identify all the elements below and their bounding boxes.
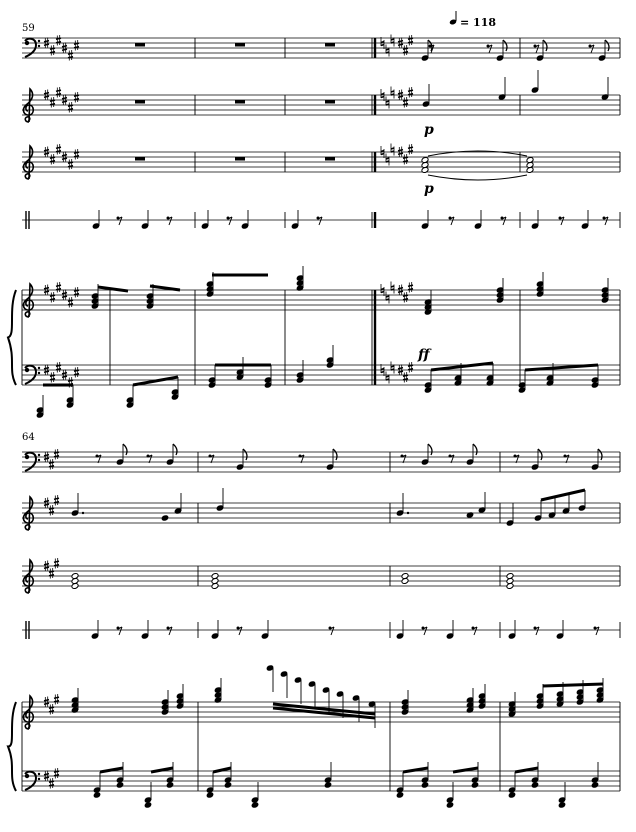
natural-icon <box>386 52 389 53</box>
bass-clef-dot <box>38 459 40 461</box>
natural-icon <box>386 296 389 297</box>
natural-icon <box>386 376 389 377</box>
natural-icon <box>391 148 394 149</box>
bass-clef-dot <box>25 774 29 778</box>
natural-icon <box>391 94 394 95</box>
measure-rest-icon <box>135 157 145 161</box>
natural-icon <box>386 379 389 380</box>
bass-clef-dot <box>25 41 29 45</box>
tempo-text: = 118 <box>460 16 497 29</box>
beam <box>543 684 603 686</box>
dynamic-marking: p <box>424 122 434 138</box>
bass-clef-dot <box>38 773 40 775</box>
bass-clef-dot <box>38 778 40 780</box>
measure-rest-icon <box>235 43 245 47</box>
natural-icon <box>381 97 384 98</box>
measure-rest-icon <box>325 157 335 161</box>
natural-icon <box>381 369 384 370</box>
dynamic-marking: ff <box>418 347 430 363</box>
bass-clef-dot <box>38 40 40 42</box>
bass-clef-dot <box>38 367 40 369</box>
natural-icon <box>381 42 384 43</box>
natural-icon <box>381 45 384 46</box>
bass-clef-dot <box>25 455 29 459</box>
bass-clef-dot <box>38 372 40 374</box>
natural-icon <box>391 366 394 367</box>
measure-rest-icon <box>135 100 145 104</box>
natural-icon <box>391 369 394 370</box>
natural-icon <box>391 286 394 287</box>
note-dot <box>82 512 84 514</box>
natural-icon <box>391 42 394 43</box>
natural-icon <box>391 151 394 152</box>
natural-icon <box>381 289 384 290</box>
natural-icon <box>391 91 394 92</box>
bass-clef-dot <box>25 368 29 372</box>
natural-icon <box>386 49 389 50</box>
natural-icon <box>386 104 389 105</box>
bass-clef-dot <box>38 454 40 456</box>
measure-rest-icon <box>235 100 245 104</box>
measure-number: 59 <box>22 23 35 34</box>
note-dot <box>407 512 409 514</box>
measure-number: 64 <box>22 432 35 443</box>
natural-icon <box>386 161 389 162</box>
natural-icon <box>381 154 384 155</box>
natural-icon <box>386 158 389 159</box>
natural-icon <box>391 39 394 40</box>
natural-icon <box>386 299 389 300</box>
natural-icon <box>391 289 394 290</box>
natural-icon <box>381 372 384 373</box>
measure-rest-icon <box>135 43 145 47</box>
measure-rest-icon <box>325 43 335 47</box>
natural-icon <box>381 151 384 152</box>
natural-icon <box>386 101 389 102</box>
dynamic-marking: p <box>424 181 434 197</box>
natural-icon <box>381 292 384 293</box>
bass-clef-dot <box>38 45 40 47</box>
measure-rest-icon <box>235 157 245 161</box>
measure-rest-icon <box>325 100 335 104</box>
natural-icon <box>381 94 384 95</box>
